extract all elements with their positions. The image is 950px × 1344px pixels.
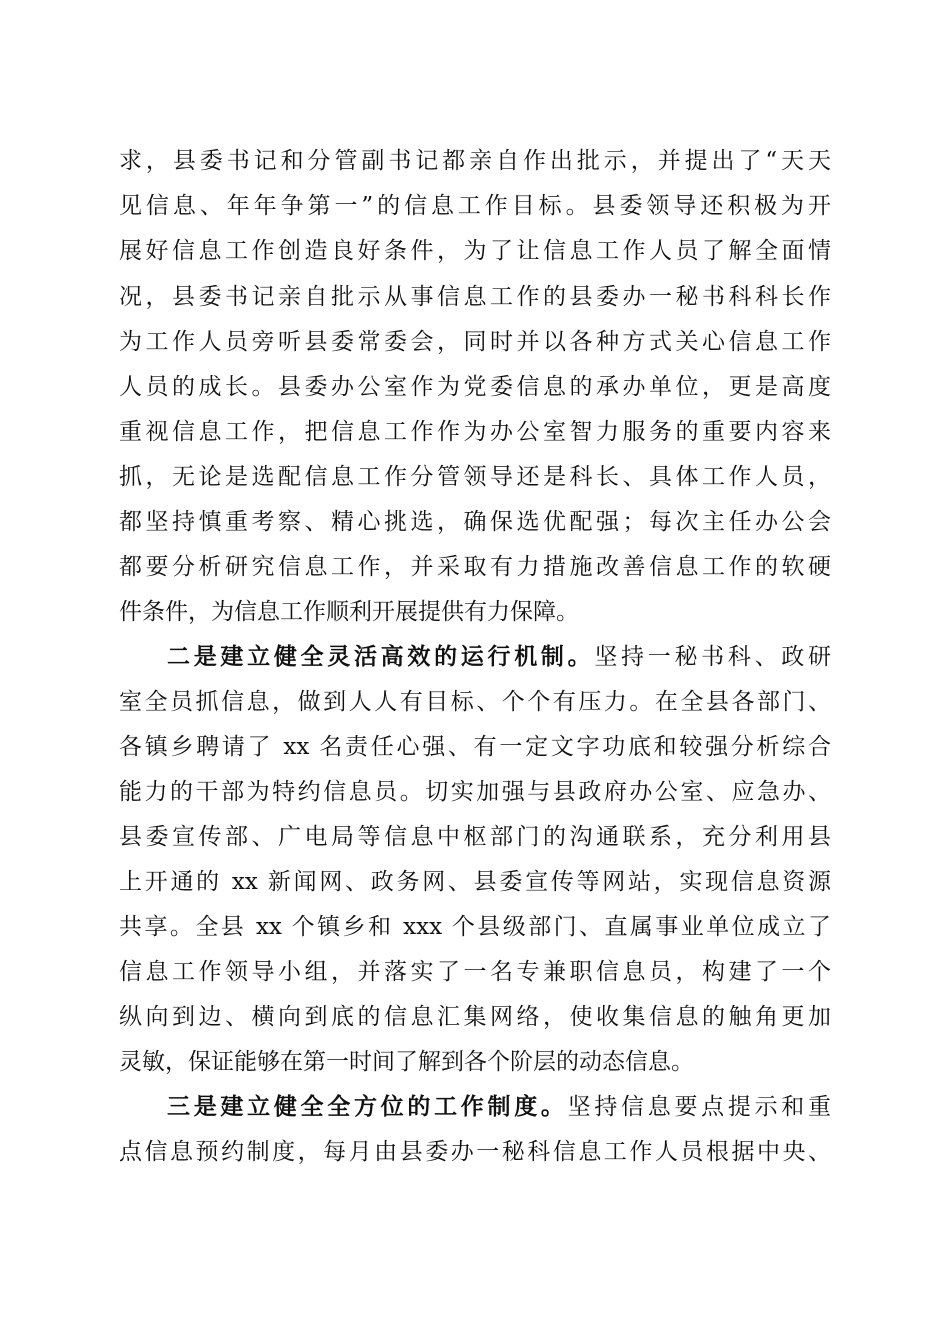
text-line: 点信息预约制度，每月由县委办一秘科信息工作人员根据中央、: [119, 1139, 831, 1165]
text-line: 展好信息工作创造良好条件，为了让信息工作人员了解全面情: [119, 238, 831, 264]
text-line: 况，县委书记亲自批示从事信息工作的县委办一秘书科科长作: [119, 284, 831, 310]
text-line: 上开通的 xx 新闻网、政务网、县委宣传等网站，实现信息资源: [119, 869, 831, 895]
text-line: 能力的干部为特约信息员。切实加强与县政府办公室、应急办、: [119, 779, 831, 805]
text-line: 灵敏，保证能够在第一时间了解到各个阶层的动态信息。: [119, 1049, 694, 1075]
text-line: 共享。全县 xx 个镇乡和 xxx 个县级部门、直属事业单位成立了: [119, 914, 831, 940]
text-line: 求，县委书记和分管副书记都亲自作出批示，并提出了“天天: [119, 148, 831, 174]
text-line: 纵向到边、横向到底的信息汇集网络，使收集信息的触角更加: [119, 1004, 831, 1030]
text-line: 各镇乡聘请了 xx 名责任心强、有一定文字功底和较强分析综合: [119, 734, 831, 760]
text-line: 室全员抓信息，做到人人有目标、个个有压力。在全县各部门、: [119, 689, 831, 715]
text-line: 重视信息工作，把信息工作作为办公室智力服务的重要内容来: [119, 419, 831, 445]
text-line: 都要分析研究信息工作，并采取有力措施改善信息工作的软硬: [119, 554, 831, 580]
text-line: 人员的成长。县委办公室作为党委信息的承办单位，更是高度: [119, 374, 831, 400]
paragraph-first-line: [167, 637, 831, 677]
text-line: 抓，无论是选配信息工作分管领导还是科长、具体工作人员，: [119, 464, 831, 490]
paragraph-text: 坚持一秘书科、政研: [594, 644, 832, 670]
text-line: 件条件，为信息工作顺利开展提供有力保障。: [119, 599, 579, 625]
paragraph-heading: 三是建立健全全方位的工作制度。: [167, 1093, 568, 1120]
text-line: 都坚持慎重考察、精心挑选，确保选优配强；每次主任办公会: [119, 509, 831, 535]
text-line: 县委宣传部、广电局等信息中枢部门的沟通联系，充分利用县: [119, 824, 831, 850]
paragraph-heading: 二是建立健全灵活高效的运行机制。: [167, 643, 595, 670]
paragraph-text: 坚持信息要点提示和重: [567, 1094, 832, 1120]
text-line: 信息工作领导小组，并落实了一名专兼职信息员，构建了一个: [119, 959, 831, 985]
text-line: 见信息、年年争第一”的信息工作目标。县委领导还积极为开: [119, 193, 831, 219]
text-line: 为工作人员旁听县委常委会，同时并以各种方式关心信息工作: [119, 329, 831, 355]
paragraph-first-line: [167, 1087, 831, 1127]
